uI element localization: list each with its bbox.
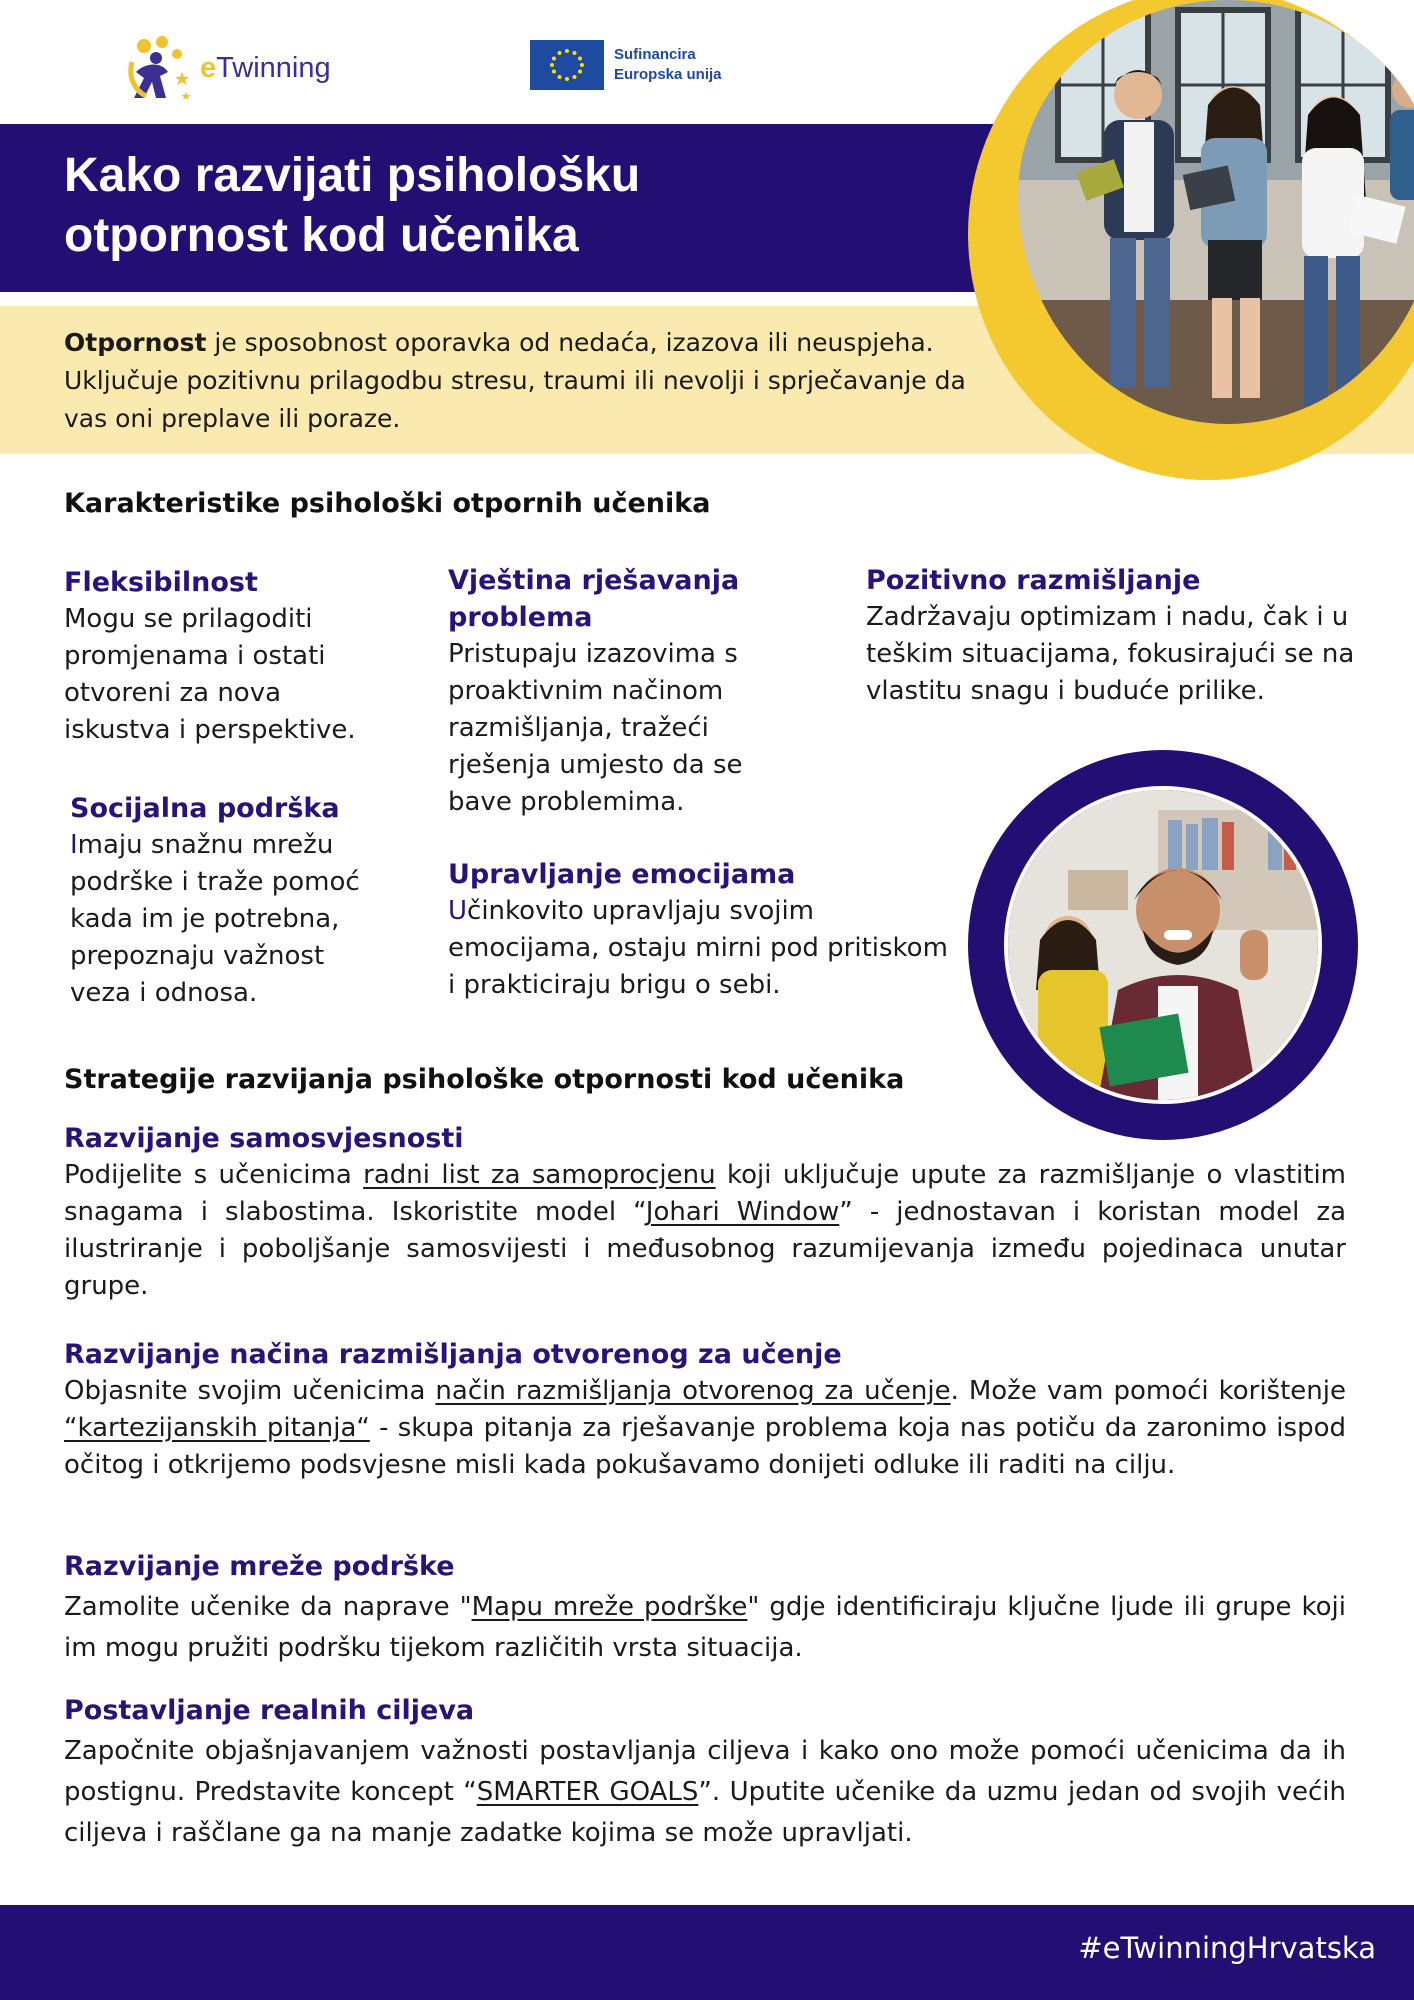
trait-positive-thinking-title: Pozitivno razmišljanje bbox=[866, 565, 1201, 596]
strategy-self-awareness-text bbox=[64, 1157, 1346, 1305]
support-network-map-link[interactable]: Mapu mreže podrške bbox=[471, 1592, 748, 1622]
strategy-growth-mindset-title: Razvijanje načina razmišljanja otvorenog za učenje bbox=[64, 1339, 842, 1370]
etwinning-wordmark: eTwinning bbox=[200, 51, 331, 84]
strategy-support-network-title: Razvijanje mreže podrške bbox=[64, 1551, 455, 1582]
page-title-line1: Kako razvijati psihološku bbox=[64, 149, 641, 202]
trait-flexibility bbox=[64, 564, 394, 749]
s4-text-a: Započnite objašnjavanjem važnosti postavljanja ciljeva i kako ono može pomoći učenicima da ih postignu. Predstavite koncept “ bbox=[64, 1736, 1346, 1807]
strategy-self-awareness bbox=[64, 1120, 1346, 1305]
footer-band bbox=[0, 1905, 1414, 2000]
trait-emotion-management bbox=[448, 856, 948, 1004]
eu-flag-icon bbox=[530, 40, 604, 90]
trait-flexibility-text: Mogu se prilagoditi promjenama i ostati otvoreni za nova iskustva i perspektive. bbox=[64, 604, 356, 745]
trait-emotion-management-initial: U bbox=[448, 896, 468, 926]
trait-social-support-body: maju snažnu mrežu podrške i traže pomoć kada im je potrebna, prepoznaju važnost veza i odnosa. bbox=[70, 830, 360, 1008]
s1-text-b: koji uključuje upute za razmišljanje o vlastitim snagama i slabostima. Iskoristite model “ bbox=[64, 1160, 1346, 1227]
definition-term: Otpornost bbox=[64, 328, 207, 357]
eu-cofunded-logo bbox=[530, 40, 722, 90]
trait-social-support-initial: I bbox=[70, 830, 78, 860]
strategies-heading: Strategije razvijanja psihološke otpornosti kod učenika bbox=[64, 1064, 905, 1095]
s1-text-c: ” - jednostavan i koristan model za ilustriranje i poboljšanje samosvijesti i međusobnog razumijevanja između pojedinaca unutar grupe. bbox=[64, 1197, 1347, 1301]
characteristics-heading: Karakteristike psihološki otpornih učenika bbox=[64, 488, 711, 519]
trait-problem-solving bbox=[448, 562, 788, 821]
page-title-line2: otpornost kod učenika bbox=[64, 209, 579, 262]
strategy-support-network bbox=[64, 1548, 1346, 1669]
page-title bbox=[64, 146, 640, 266]
s3-text-a: Zamolite učenike da naprave " bbox=[64, 1592, 472, 1622]
trait-emotion-management-title: Upravljanje emocijama bbox=[448, 859, 796, 890]
self-assessment-worksheet-link[interactable]: radni list za samoprocjenu bbox=[363, 1160, 716, 1190]
strategy-realistic-goals-title: Postavljanje realnih ciljeva bbox=[64, 1695, 475, 1726]
eu-label-line2: Europska unija bbox=[614, 66, 722, 83]
smiling-student-image bbox=[1004, 786, 1322, 1104]
trait-positive-thinking bbox=[866, 562, 1356, 710]
eu-label-line1: Sufinancira bbox=[614, 46, 696, 63]
footer-hashtag: #eTwinningHrvatska bbox=[1078, 1931, 1376, 1965]
s2-text-c: - skupa pitanja za rješavanje problema koja nas potiču da zaronimo ispod očitog i otkrijemo podsvjesne misli kada pokušavamo donijeti odluke ili raditi na cilju. bbox=[64, 1413, 1346, 1480]
trait-emotion-management-text bbox=[448, 893, 948, 1004]
trait-problem-solving-title: Vještina rješavanja problema bbox=[448, 565, 740, 633]
strategy-realistic-goals-text bbox=[64, 1731, 1346, 1854]
title-banner bbox=[0, 124, 1040, 292]
s1-text-a: Podijelite s učenicima bbox=[64, 1160, 364, 1190]
strategy-growth-mindset bbox=[64, 1336, 1346, 1484]
trait-positive-thinking-text: Zadržavaju optimizam i nadu, čak i u teškim situacijama, fokusirajući se na vlastitu snagu i buduće prilike. bbox=[866, 602, 1355, 706]
s4-text-b: ”. Uputite učenike da uzmu jedan od svojih većih ciljeva i raščlane ga na manje zadatke kojima se može upravljati. bbox=[64, 1777, 1346, 1848]
etwinning-figure-icon bbox=[122, 32, 194, 104]
s2-text-b: . Može vam pomoći korištenje bbox=[950, 1376, 1346, 1406]
s3-text-b: " gdje identificiraju ključne ljude ili grupe koji im mogu pružiti podršku tijekom različitih vrsta situacija. bbox=[64, 1592, 1346, 1663]
trait-flexibility-title: Fleksibilnost bbox=[64, 567, 258, 598]
trait-social-support bbox=[70, 790, 390, 1012]
trait-emotion-management-body: činkovito upravljaju svojim emocijama, ostaju mirni pod pritiskom i prakticiraju brigu o sebi. bbox=[448, 896, 948, 1000]
definition-body: je sposobnost oporavka od nedaća, izazova ili neuspjeha. Uključuje pozitivnu prilagodbu stresu, traumi ili nevolji i sprječavanje da vas oni preplave ili poraze. bbox=[64, 328, 966, 433]
etwinning-logo bbox=[122, 32, 331, 104]
strategy-growth-mindset-text bbox=[64, 1373, 1346, 1484]
smarter-goals-link[interactable]: SMARTER GOALS bbox=[476, 1777, 699, 1807]
strategy-realistic-goals bbox=[64, 1692, 1346, 1854]
cartesian-questions-link[interactable]: “kartezijanskih pitanja“ bbox=[64, 1413, 370, 1443]
definition-text bbox=[64, 324, 1004, 438]
trait-social-support-text bbox=[70, 827, 390, 1012]
trait-social-support-title: Socijalna podrška bbox=[70, 793, 340, 824]
strategy-self-awareness-title: Razvijanje samosvjesnosti bbox=[64, 1123, 464, 1154]
strategy-support-network-text bbox=[64, 1587, 1346, 1669]
s2-text-a: Objasnite svojim učenicima bbox=[64, 1376, 436, 1406]
trait-problem-solving-text: Pristupaju izazovima s proaktivnim načinom razmišljanja, tražeći rješenja umjesto da se bave problemima. bbox=[448, 639, 743, 817]
johari-window-link[interactable]: Johari Window bbox=[645, 1197, 840, 1227]
growth-mindset-link[interactable]: način razmišljanja otvorenog za učenje bbox=[435, 1376, 951, 1406]
